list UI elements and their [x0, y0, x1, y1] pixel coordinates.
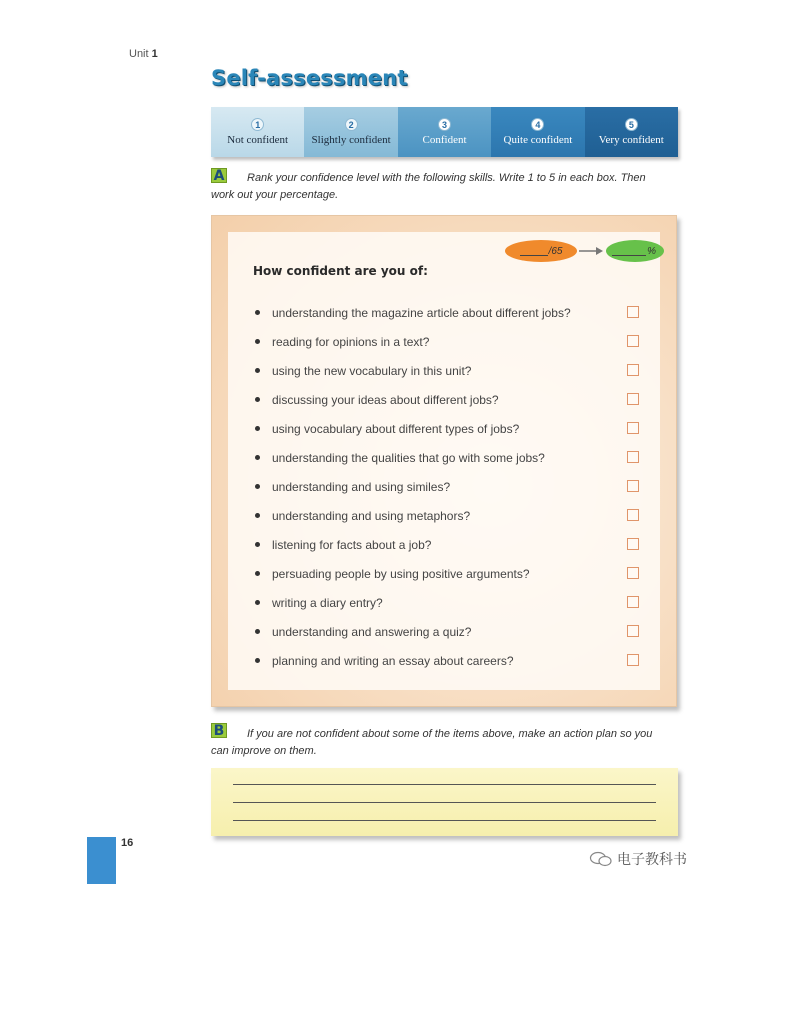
page-color-tab: [87, 837, 116, 884]
question-heading: How confident are you of:: [253, 264, 428, 278]
rating-box[interactable]: [627, 654, 639, 666]
list-item: [253, 530, 637, 559]
list-item: [253, 327, 637, 356]
skill-text: reading for opinions in a text?: [272, 334, 430, 349]
skill-text: planning and writing an essay about careers?: [272, 653, 514, 668]
bullet-icon: [255, 600, 260, 605]
skill-text: using the new vocabulary in this unit?: [272, 363, 472, 378]
confidence-scale-bar: [211, 107, 678, 157]
list-item: [253, 385, 637, 414]
rating-box[interactable]: [627, 306, 639, 318]
skill-text: listening for facts about a job?: [272, 537, 432, 552]
list-item: [253, 617, 637, 646]
bullet-icon: [255, 310, 260, 315]
bullet-icon: [255, 339, 260, 344]
bullet-icon: [255, 455, 260, 460]
scale-number: 2: [345, 118, 358, 131]
percent-field[interactable]: [606, 240, 664, 262]
skill-text: understanding the magazine article about different jobs?: [272, 305, 571, 320]
section-a-instruction: Rank your confidence level with the following skills. Write 1 to 5 in each box. Then work out your percentage.: [211, 172, 646, 201]
score-field[interactable]: [505, 240, 577, 262]
skill-text: writing a diary entry?: [272, 595, 383, 610]
unit-word: Unit: [129, 48, 149, 60]
scale-level-5: [585, 107, 678, 157]
scale-level-3: [398, 107, 491, 157]
list-item: [253, 298, 637, 327]
scale-label: Quite confident: [503, 134, 573, 146]
percent-suffix: %: [647, 245, 656, 257]
skill-text: understanding the qualities that go with some jobs?: [272, 450, 545, 465]
bullet-icon: [255, 368, 260, 373]
scale-label: Very confident: [598, 134, 664, 146]
scale-level-2: [304, 107, 397, 157]
bullet-icon: [255, 542, 260, 547]
rating-box[interactable]: [627, 509, 639, 521]
arrow-right-icon: [578, 244, 604, 258]
watermark: [589, 849, 687, 869]
scale-label: Confident: [422, 134, 467, 146]
score-suffix: /65: [548, 245, 563, 257]
rating-box[interactable]: [627, 538, 639, 550]
writing-line: [233, 802, 656, 803]
self-assessment-panel: [211, 215, 677, 707]
chat-bubble-icon: [589, 851, 613, 867]
skill-text: understanding and answering a quiz?: [272, 624, 472, 639]
writing-line: [233, 820, 656, 821]
rating-box[interactable]: [627, 393, 639, 405]
writing-line: [233, 784, 656, 785]
skill-text: discussing your ideas about different jobs?: [272, 392, 499, 407]
scale-label: Slightly confident: [311, 134, 391, 146]
scale-level-1: [211, 107, 304, 157]
bullet-icon: [255, 484, 260, 489]
skill-list: [253, 298, 637, 675]
unit-label: [129, 48, 158, 60]
bullet-icon: [255, 658, 260, 663]
rating-box[interactable]: [627, 364, 639, 376]
section-b-instruction: If you are not confident about some of the items above, make an action plan so you can improve on them.: [211, 728, 653, 757]
scale-number: 4: [531, 118, 544, 131]
list-item: [253, 588, 637, 617]
bullet-icon: [255, 513, 260, 518]
bullet-icon: [255, 629, 260, 634]
rating-box[interactable]: [627, 625, 639, 637]
list-item: [253, 356, 637, 385]
page-title: Self-assessment: [211, 66, 408, 90]
list-item: [253, 443, 637, 472]
list-item: [253, 501, 637, 530]
list-item: [253, 414, 637, 443]
skill-text: persuading people by using positive arguments?: [272, 566, 530, 581]
page-number: 16: [121, 837, 134, 849]
percent-blank[interactable]: [612, 247, 646, 256]
scale-level-4: [491, 107, 584, 157]
list-item: [253, 559, 637, 588]
skill-text: using vocabulary about different types of jobs?: [272, 421, 520, 436]
rating-box[interactable]: [627, 422, 639, 434]
watermark-text: 电子教科书: [617, 851, 687, 867]
skill-text: understanding and using similes?: [272, 479, 451, 494]
rating-box[interactable]: [627, 596, 639, 608]
section-a-badge: A: [211, 168, 227, 183]
rating-box[interactable]: [627, 567, 639, 579]
rating-box[interactable]: [627, 451, 639, 463]
section-b-badge: B: [211, 723, 227, 738]
bullet-icon: [255, 571, 260, 576]
rating-box[interactable]: [627, 335, 639, 347]
list-item: [253, 472, 637, 501]
score-blank[interactable]: [520, 247, 548, 256]
panel-inner: [228, 232, 660, 690]
rating-box[interactable]: [627, 480, 639, 492]
bullet-icon: [255, 426, 260, 431]
scale-number: 5: [625, 118, 638, 131]
scale-number: 1: [251, 118, 264, 131]
action-plan-writing-area[interactable]: [211, 768, 678, 836]
scale-label: Not confident: [227, 134, 289, 146]
skill-text: understanding and using metaphors?: [272, 508, 471, 523]
bullet-icon: [255, 397, 260, 402]
unit-number: 1: [151, 48, 158, 60]
scale-number: 3: [438, 118, 451, 131]
list-item: [253, 646, 637, 675]
